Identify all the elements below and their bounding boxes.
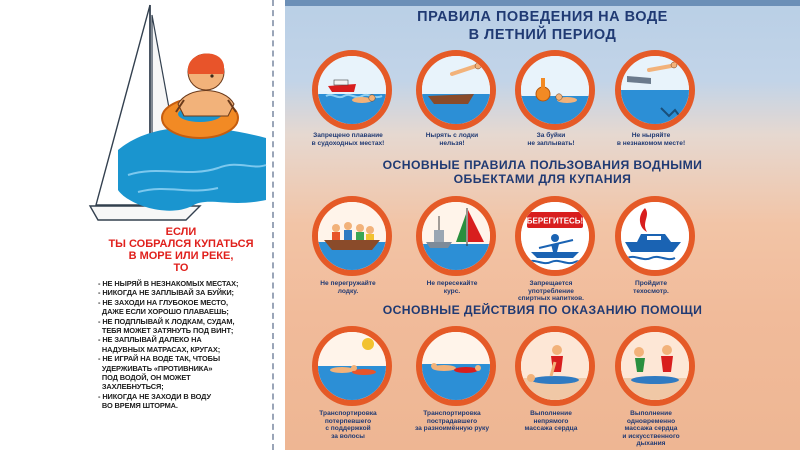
- rule-item: - НЕ ИГРАЙ НА ВОДЕ ТАК, ЧТОБЫ: [98, 354, 221, 364]
- rule-item: - НЕ ПОДПЛЫВАЙ К ЛОДКАМ, СУДАМ,: [98, 316, 235, 326]
- row1-caption: Запрещено плавание в судоходных местах!: [311, 132, 385, 147]
- rule-item: - НЕ НЫРЯЙ В НЕЗНАКОМЫХ МЕСТАХ;: [98, 279, 239, 288]
- rule-item: ПОД ВОДОЙ, ОН МОЖЕТ: [98, 373, 191, 383]
- motorboat-inspection-icon: [615, 196, 695, 276]
- left-heading: [96, 226, 266, 274]
- beware-rower-icon: [515, 196, 595, 276]
- diving-from-boat-icon: [416, 50, 496, 130]
- poster-top-strip: [285, 0, 800, 6]
- rule-item: ВО ВРЕМЯ ШТОРМА.: [98, 401, 178, 411]
- rescue-by-arm-icon: [416, 326, 496, 406]
- diver-unknown-place-icon: [615, 50, 695, 130]
- rule-item: НАДУВНЫХ МАТРАСАХ, КРУГАХ;: [98, 344, 221, 354]
- overloaded-boat-icon: [312, 196, 392, 276]
- rule-item: ЗАХЛЕБНУТЬСЯ;: [98, 382, 164, 392]
- row3-caption: Транспортировка потерпевшего с поддержкой за волосы: [319, 410, 377, 440]
- row2-caption: Запрещается употребление спиртных напитков.: [517, 280, 585, 303]
- sailboat-ship-course-icon: [416, 196, 496, 276]
- section3-title: ОСНОВНЫЕ ДЕЙСТВИЯ ПО ОКАЗАНИЮ ПОМОЩИ: [382, 303, 703, 317]
- row3-caption: Выполнение одновременно массажа сердца и искусственного дыхания: [622, 410, 680, 448]
- rule-item: ТЕБЯ МОЖЕТ ЗАТЯНУТЬ ПОД ВИНТ;: [98, 326, 234, 336]
- left-heading-line: В МОРЕ ИЛИ РЕКЕ,: [128, 250, 234, 262]
- left-heading-line: ЕСЛИ: [165, 226, 197, 238]
- row1-caption: Не ныряйте в незнакомом месте!: [616, 132, 686, 147]
- poster-title-line2: В ЛЕТНИЙ ПЕРИОД: [468, 27, 617, 43]
- safety-rules-list: [98, 279, 274, 411]
- left-heading-line: ТЫ СОБРАЛСЯ КУПАТЬСЯ: [108, 238, 254, 250]
- left-panel: [0, 0, 277, 450]
- rule-item: ДАЖЕ ЕСЛИ ХОРОШО ПЛАВАЕШЬ;: [98, 307, 229, 317]
- cpr-breathing-icon: [615, 326, 695, 406]
- buoy-swimmer-icon: [515, 50, 595, 130]
- water-safety-poster: [285, 0, 800, 450]
- row1-caption: Нырять с лодки нельзя!: [425, 132, 479, 147]
- section2-title-line1: ОСНОВНЫЕ ПРАВИЛА ПОЛЬЗОВАНИЯ ВОДНЫМИ: [382, 158, 703, 172]
- rule-item: - НЕ ЗАПЛЫВАЙ ДАЛЕКО НА: [98, 335, 202, 345]
- rule-item: - НЕ ЗАХОДИ НА ГЛУБОКОЕ МЕСТО,: [98, 297, 229, 307]
- sailboat-child-swimming-illustration: [88, 0, 268, 230]
- cut-line-divider: [272, 0, 274, 450]
- poster-title-line1: ПРАВИЛА ПОВЕДЕНИЯ НА ВОДЕ: [417, 9, 668, 25]
- left-heading-line: ТО: [173, 262, 189, 274]
- row2-caption: Пройдите техосмотр.: [633, 280, 669, 295]
- row1-caption: За буйки не заплывать!: [527, 132, 575, 147]
- swimmer-near-ship-icon: [312, 50, 392, 130]
- row2-caption: Не перегружайте лодку.: [320, 280, 376, 295]
- rule-item: - НИКОГДА НЕ ЗАХОДИ В ВОДУ: [98, 391, 211, 401]
- section2-title-line2: ОБЬЕКТАМИ ДЛЯ КУПАНИЯ: [453, 172, 632, 186]
- rule-item: УДЕРЖИВАТЬ «ПРОТИВНИКА»: [98, 363, 213, 373]
- heart-massage-icon: [515, 326, 595, 406]
- row3-caption: Выполнение непрямого массажа сердца: [524, 410, 578, 433]
- rescue-by-hair-icon: [312, 326, 392, 406]
- row3-caption: Транспортировка пострадавшего за разноимённую руку: [414, 410, 490, 433]
- rule-item: - НИКОГДА НЕ ЗАПЛЫВАЙ ЗА БУЙКИ;: [98, 288, 234, 298]
- row2-caption: Не пересекайте курс.: [426, 280, 478, 295]
- beware-sign-text: БЕРЕГИТЕСЬ!: [526, 216, 584, 226]
